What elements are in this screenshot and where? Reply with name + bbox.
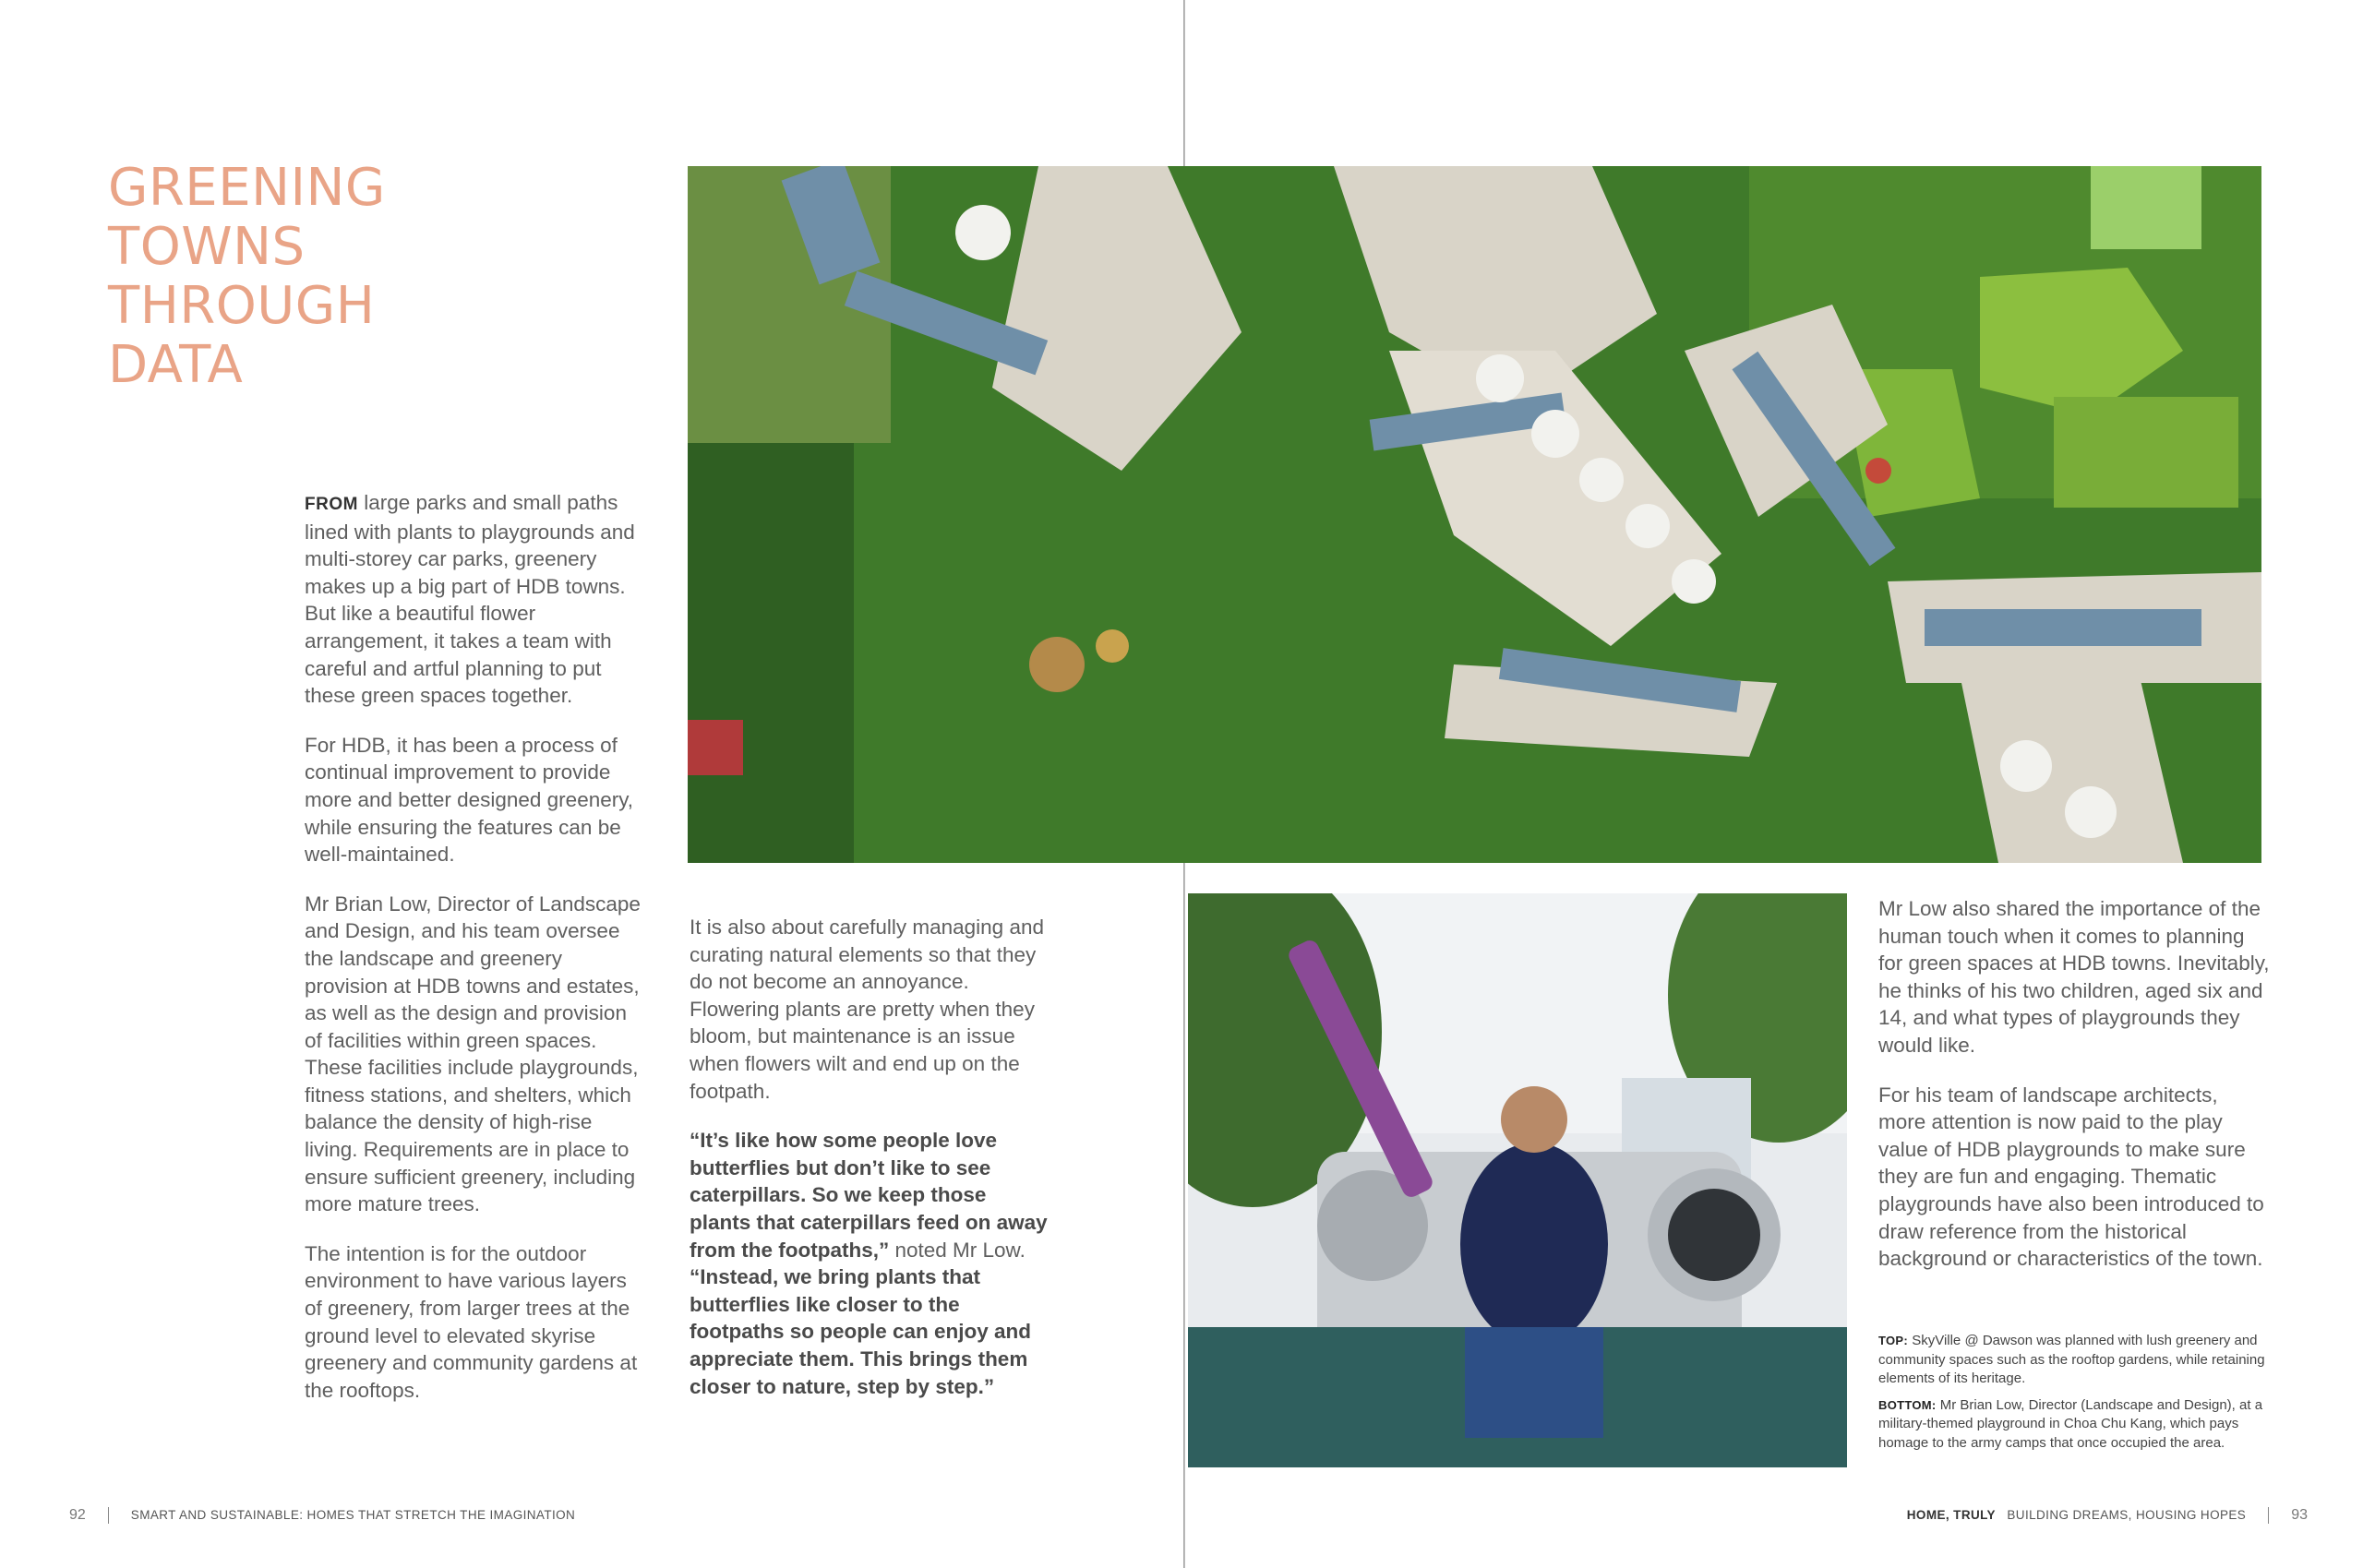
right-footer <box>1907 1507 2308 1524</box>
portrait-photo <box>1188 893 1847 1467</box>
aerial-photo <box>688 166 2261 863</box>
right-column <box>1878 895 2271 1295</box>
right-footer-bold: HOME, TRULY <box>1906 1508 1996 1522</box>
title-line-4: DATA <box>108 335 244 395</box>
caption-bottom-text: Mr Brian Low, Director (Landscape and Design), at a military-themed playground in Choa Chu Kang, which pays homage to the army camps that once occupied the area. <box>1878 1396 2263 1451</box>
pull-quote <box>690 1127 1050 1400</box>
title-line-3: THROUGH <box>108 276 376 336</box>
footer-divider-left <box>108 1507 109 1524</box>
title-line-1: GREENING <box>108 158 386 218</box>
left-page-number: 92 <box>69 1507 86 1523</box>
intro-paragraph <box>305 489 646 710</box>
intro-text: large parks and small paths lined with plants to playgrounds and multi-storey car parks, greenery makes up a big part of HDB towns. But like a beautiful flower arrangement, it takes a team with careful and artful planning to put these green spaces together. <box>305 491 635 708</box>
middle-paragraph: It is also about carefully managing and curating natural elements so that they do not become an annoyance. Flowering plants are pretty when they bloom, but maintenance is an issue when flowers wilt and end up on the footpath. <box>690 916 1044 1103</box>
caption-top-label: TOP: <box>1878 1334 1909 1347</box>
photo-captions <box>1878 1332 2275 1460</box>
portrait-photo-illustration <box>1188 893 1847 1467</box>
quote-part-a: “It’s like how some people love butterflies but don’t like to see caterpillars. So we keep those plants that caterpillars feed on away from the footpaths,” <box>690 1129 1048 1262</box>
paragraph-4: The intention is for the outdoor environment to have various layers of greenery, from larger trees at the ground level to elevated skyrise greenery and community gardens at the rooftops. <box>305 1241 638 1402</box>
quote-attribution: noted Mr Low. <box>889 1238 1026 1262</box>
left-footer <box>69 1507 575 1524</box>
quote-part-b: “Instead, we bring plants that butterflies like closer to the footpaths so people can enjoy and appreciate them. This brings them closer to nature, step by step.” <box>690 1265 1032 1398</box>
caption-top <box>1878 1332 2275 1389</box>
right-page-number: 93 <box>2291 1507 2308 1523</box>
caption-bottom-label: BOTTOM: <box>1878 1397 1937 1412</box>
paragraph-3: Mr Brian Low, Director of Landscape and Design, and his team oversee the landscape and greenery provision at HDB towns and estates, as well as the design and provision of facilities within green spaces. These facilities include playgrounds, fitness stations, and shelters, which balance the density of high-rise living. Requirements are in place to ensure sufficient greenery, including more mature trees. <box>305 892 641 1216</box>
aerial-photo-illustration <box>688 166 2261 863</box>
caption-bottom <box>1878 1396 2275 1454</box>
caption-top-text: SkyVille @ Dawson was planned with lush greenery and community spaces such as the rooftop gardens, while retaining elements of its heritage. <box>1878 1333 2265 1386</box>
right-paragraph-2: For his team of landscape architects, more attention is now paid to the play value of HDB playgrounds to make sure they are fun and engaging. Thematic playgrounds have also been introduced to draw reference from the historical background or characteristics of the town. <box>1878 1083 2264 1271</box>
left-running-title: SMART AND SUSTAINABLE: HOMES THAT STRETCH THE IMAGINATION <box>130 1508 576 1522</box>
right-paragraph-1: Mr Low also shared the importance of the human touch when it comes to planning for green spaces at HDB towns. Inevitably, he thinks of his two children, aged six and 14, and what types of playgrounds they would like. <box>1878 897 2270 1057</box>
middle-column <box>690 914 1050 1422</box>
paragraph-2: For HDB, it has been a process of continual improvement to provide more and better designed greenery, while ensuring the features can be well-maintained. <box>305 733 634 867</box>
lead-word: FROM <box>305 495 358 514</box>
footer-divider-right <box>2268 1507 2269 1524</box>
left-column <box>305 489 646 1426</box>
article-title <box>108 159 422 395</box>
title-line-2: TOWNS <box>108 217 306 277</box>
right-running-title: BUILDING DREAMS, HOUSING HOPES <box>2007 1508 2247 1522</box>
